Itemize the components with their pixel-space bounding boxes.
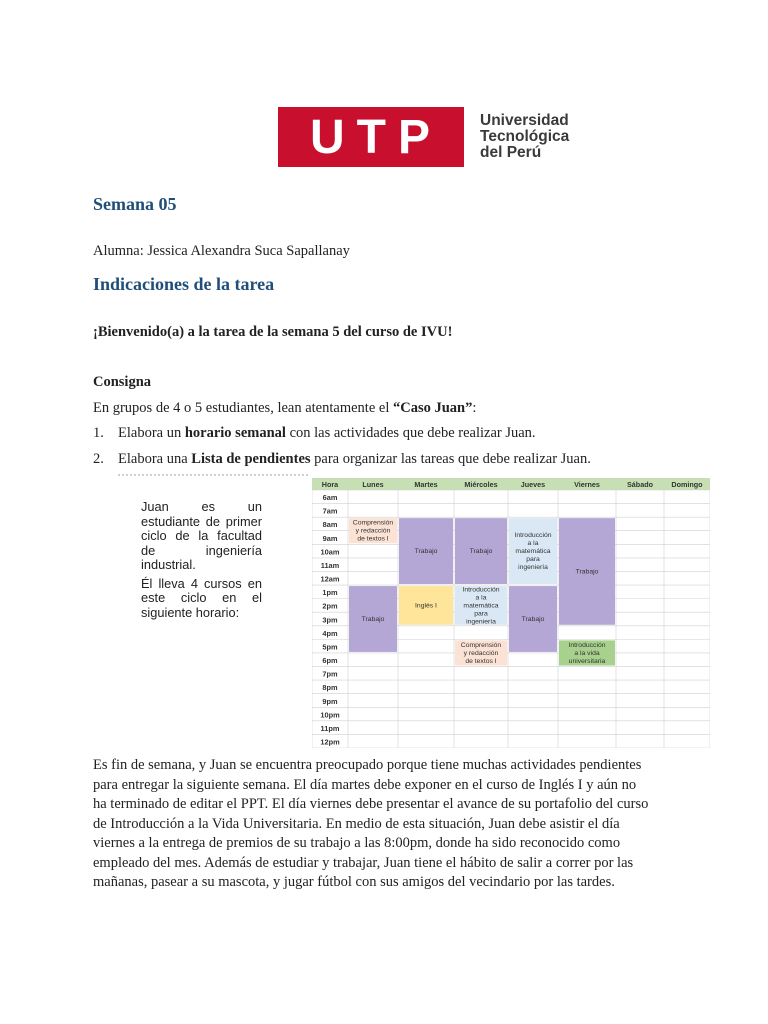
schedule-hour-label: 12am: [320, 574, 340, 584]
schedule-hour-label: 10am: [320, 547, 340, 557]
consigna-intro-a: En grupos de 4 o 5 estudiantes, lean atentamente el: [93, 400, 393, 416]
schedule-block-label-line: de textos I: [465, 657, 497, 665]
week-title: Semana 05: [93, 194, 177, 214]
schedule-block-label-line: y redacción: [463, 649, 499, 657]
schedule-block-label-line: Comprensión: [352, 519, 394, 527]
consigna-intro-b: “Caso Juan”: [392, 400, 473, 416]
schedule-hour-label: 4pm: [322, 628, 338, 638]
schedule-block-label-line: matemática: [515, 548, 551, 556]
schedule-block-label-line: para: [526, 556, 540, 564]
schedule-block-label-line: a la vida: [574, 649, 600, 657]
logo-box: [278, 107, 464, 167]
schedule-block-label-line: Trabajo: [361, 616, 385, 623]
dotted-divider: [118, 474, 308, 476]
list-item-text-c: para organizar las tareas que debe realizar Juan.: [310, 451, 591, 467]
list-item-number: 2.: [93, 451, 104, 467]
consigna-intro-c: :: [472, 400, 477, 416]
section-title: Indicaciones de la tarea: [93, 274, 275, 294]
schedule-block-label-line: Introducción: [568, 641, 606, 649]
logo-letters: UTP: [310, 110, 442, 164]
schedule-hour-label: 2pm: [322, 601, 338, 611]
list-item-text-b: Lista de pendientes: [191, 451, 311, 467]
list-item-text-b: horario semanal: [184, 425, 286, 441]
schedule-block-label-line: matemática: [463, 602, 499, 610]
schedule-block-label: [415, 548, 438, 555]
consigna-intro: [93, 400, 476, 417]
schedule-block-label: [514, 532, 551, 571]
schedule-block-label-line: ingeniería: [466, 618, 496, 626]
schedule-hour-label: 11pm: [320, 723, 340, 733]
schedule-block-label: [362, 616, 385, 623]
schedule-hour-label: 3pm: [322, 615, 338, 625]
list-item-text-a: Elabora una: [118, 451, 192, 467]
schedule-block-label-line: a la: [475, 594, 487, 602]
schedule-hour-label: 6am: [322, 493, 338, 503]
case-intro-p1: Juan es un estudiante de primer ciclo de la facultad de ingeniería industrial.: [141, 499, 262, 572]
list-item-text-c: con las actividades que debe realizar Juan.: [285, 425, 536, 441]
schedule-header-label: Martes: [414, 480, 438, 489]
schedule-block-label: [522, 616, 545, 623]
schedule-grid: [312, 478, 710, 748]
schedule-block-label-line: universitaria: [568, 657, 606, 665]
schedule-block-label: [462, 586, 499, 625]
utp-logo: [278, 107, 569, 167]
schedule-header-label: Domingo: [671, 480, 703, 489]
schedule-hour-label: 12pm: [320, 737, 340, 747]
logo-line-3: del Perú: [480, 144, 542, 161]
schedule-block-label: [576, 568, 599, 575]
schedule-block-label: [461, 642, 502, 665]
welcome-text: ¡Bienvenido(a) a la tarea de la semana 5 del curso de IVU!: [93, 324, 453, 340]
consigna-title: Consigna: [93, 374, 152, 390]
schedule-block-label-line: Trabajo: [521, 616, 545, 623]
schedule-block-label-line: Introducción: [514, 532, 552, 540]
list-item: [93, 425, 536, 442]
list-item-text-a: Elabora un: [118, 425, 185, 441]
schedule-block-label-line: de textos I: [357, 535, 389, 543]
schedule-block-label: [353, 520, 394, 543]
schedule-table: [312, 478, 710, 748]
schedule-header-label: Hora: [321, 480, 339, 489]
schedule-hour-label: 8am: [322, 520, 338, 530]
schedule-header-label: Jueves: [520, 480, 546, 489]
schedule-block-label-line: Comprensión: [460, 641, 502, 649]
schedule-block-label-line: Inglés I: [415, 602, 437, 610]
schedule-header-label: Viernes: [574, 480, 600, 489]
list-item: [93, 451, 591, 468]
schedule-hour-label: 9am: [322, 533, 338, 543]
schedule-hour-label: 7pm: [322, 669, 338, 679]
schedule-block-label-line: ingeniería: [518, 564, 548, 572]
schedule-hour-label: 8pm: [322, 683, 338, 693]
schedule-block-label-line: Trabajo: [575, 568, 599, 576]
schedule-block-label-line: y redacción: [355, 527, 391, 535]
logo-line-1: Universidad: [480, 112, 569, 129]
schedule-header-label: Sábado: [627, 480, 653, 489]
schedule-block-label-line: Trabajo: [414, 548, 438, 556]
schedule-block-label-line: para: [474, 610, 488, 618]
schedule-block-label: [415, 602, 437, 609]
schedule-header-label: Lunes: [362, 480, 384, 489]
schedule-hour-label: 9pm: [322, 696, 338, 706]
schedule-header-label: Miércoles: [464, 480, 498, 489]
case-intro-p2: Él lleva 4 cursos en este ciclo en el siguiente horario:: [141, 575, 262, 620]
student-name: Alumna: Jessica Alexandra Suca Sapallanay: [93, 243, 350, 259]
schedule-block-label-line: Trabajo: [469, 548, 493, 556]
case-intro: [141, 500, 262, 620]
case-paragraph: Es fin de semana, y Juan se encuentra preocupado porque tiene muchas actividades pendientes para entregar la siguiente semana. El día martes debe exponer en el curso de Inglés I y aún no ha terminado de editar el PPT. El día viernes debe presentar el avance de su portafolio del curso de Introducción a la Vida Universitaria. En medio de esta situación, Juan debe asistir el día viernes a la entrega de premios de su trabajo a las 8:00pm, donde ha sido reconocido como empleado del mes. Además de estudiar y trabajar, Juan tiene el hábito de salir a correr por las mañanas, pasear a su mascota, y jugar fútbol con sus amigos del vecindario por las tardes.: [93, 757, 649, 890]
schedule-block-label-line: Introducción: [462, 586, 500, 594]
logo-line-2: Tecnológica: [480, 128, 570, 145]
schedule-block-label: [470, 548, 493, 555]
list-item-number: 1.: [93, 425, 104, 441]
schedule-hour-label: 10pm: [320, 710, 340, 720]
schedule-hour-label: 1pm: [322, 588, 338, 598]
logo-text: [480, 113, 569, 161]
schedule-hour-label: 11am: [320, 560, 340, 570]
schedule-hour-label: 6pm: [322, 656, 338, 666]
schedule-hour-label: 5pm: [322, 642, 338, 652]
schedule-block-label-line: a la: [527, 540, 539, 548]
schedule-hour-label: 7am: [322, 506, 338, 516]
